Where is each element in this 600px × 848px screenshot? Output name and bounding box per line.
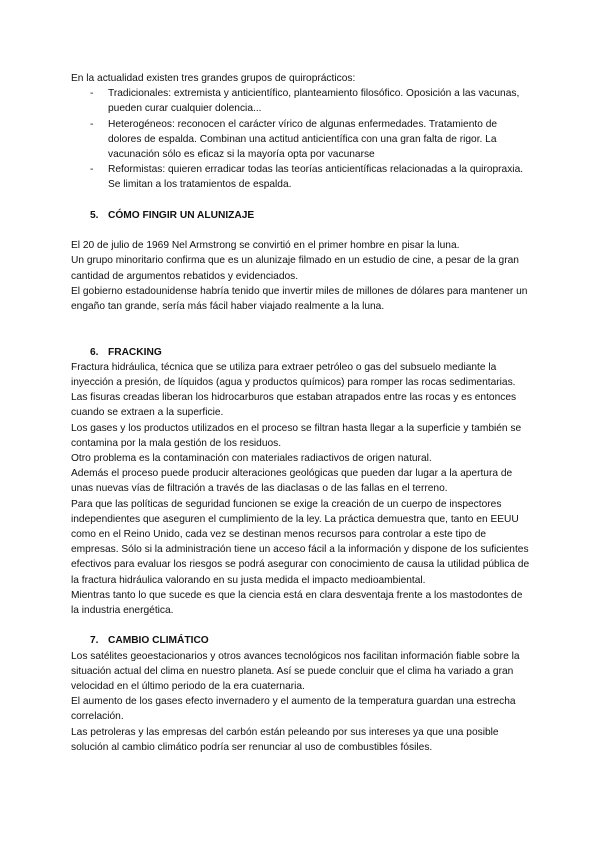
- paragraph: Mientras tanto lo que sucede es que la ciencia está en clara desventaja frente a los mastodontes de la industria energética.: [71, 589, 523, 617]
- paragraph: Además el proceso puede producir alteraciones geológicas que pueden dar lugar a la apertura de unas nuevas vías de filtración a través de las diaclasas o de las fallas en el terreno.: [71, 468, 513, 495]
- list-item-text: Heterogéneos: reconocen el carácter vírico de algunas enfermedades. Tratamiento de dolores de espalda. Combinan una actitud anticientífica con una gran falta de rigor. La vacunación sólo es eficaz si la mayoría opta por vacunarse: [108, 118, 498, 161]
- document-body: [71, 71, 533, 755]
- section-title: CÓMO FINGIR UN ALUNIZAJE: [108, 209, 255, 221]
- paragraph: Las petroleras y las empresas del carbón están peleando por sus intereses ya que una posible solución al cambio climático podría ser renunciar al uso de combustibles fósiles.: [71, 726, 499, 753]
- list-item: [71, 86, 533, 116]
- list-item-text: Tradicionales: extremista y anticientífico, planteamiento filosófico. Oposición a las vacunas, pueden curar cualquier dolencia...: [108, 88, 520, 115]
- paragraph: Para que las políticas de seguridad funcionen se exige la creación de un cuerpo de inspectores independientes que aseguren el cumplimiento de la ley. La práctica demuestra que, tanto en EEUU como en el Reino Unido, cada vez se destinan menos recursos para controlar a este tipo de empresas. Sólo si la administración tiene un acceso fácil a la información y dispone de los suficientes efectivos para evaluar los riesgos se podrá asegurar con conocimiento de causa la utilidad pública de la fractura hidráulica valorando en su justa medida el impacto medioambiental.: [71, 498, 530, 586]
- section-number: 5.: [90, 209, 99, 221]
- paragraph: Fractura hidráulica, técnica que se utiliza para extraer petróleo o gas del subsuelo mediante la inyección a presión, de líquidos (agua y productos químicos) para romper las rocas sedimentarias. Las fisuras creadas liberan los hidrocarburos que estaban atrapados entre las rocas y es entonces cuando se extraen a la superficie.: [71, 361, 517, 419]
- list-dash: -: [90, 88, 94, 100]
- section-title: CAMBIO CLIMÁTICO: [108, 635, 209, 647]
- paragraph: Los gases y los productos utilizados en el proceso se filtran hasta llegar a la superficie y también se contamina por la mala gestión de los residuos.: [71, 422, 522, 449]
- section-number: 6.: [90, 346, 99, 358]
- chiropractor-groups-list: [71, 86, 533, 192]
- section-number: 7.: [90, 635, 99, 647]
- intro-paragraph: En la actualidad existen tres grandes grupos de quiroprácticos:: [71, 73, 356, 84]
- list-dash: -: [90, 164, 94, 176]
- list-item: [71, 117, 533, 163]
- paragraph: Un grupo minoritario confirma que es un alunizaje filmado en un estudio de cine, a pesar de la gran cantidad de argumentos rebatidos y evidenciados.: [71, 255, 519, 282]
- paragraph: Otro problema es la contaminación con materiales radiactivos de origen natural.: [71, 453, 432, 465]
- list-item: [71, 162, 533, 192]
- list-dash: -: [90, 118, 94, 130]
- paragraph: El 20 de julio de 1969 Nel Armstrong se convirtió en el primer hombre en pisar la luna.: [71, 240, 460, 252]
- section-heading-5: [71, 208, 533, 223]
- paragraph: El aumento de los gases efecto invernadero y el aumento de la temperatura guardan una estrecha correlación.: [71, 696, 516, 723]
- paragraph: El gobierno estadounidense habría tenido que invertir miles de millones de dólares para mantener un engaño tan grande, sería más fácil haber viajado realmente a la luna.: [71, 285, 528, 313]
- section-heading-7: [71, 633, 533, 648]
- section-heading-6: [71, 345, 533, 360]
- paragraph: Los satélites geoestacionarios y otros avances tecnológicos nos facilitan información fiable sobre la situación actual del clima en nuestro planeta. Así se puede concluir que el clima ha variado a gran velocidad en el último periodo de la era cuaternaria.: [71, 650, 520, 693]
- section-title: FRACKING: [108, 346, 162, 358]
- list-item-text: Reformistas: quieren erradicar todas las teorías anticientíficas relacionadas a la quiropraxia. Se limitan a los tratamientos de espalda.: [108, 164, 524, 191]
